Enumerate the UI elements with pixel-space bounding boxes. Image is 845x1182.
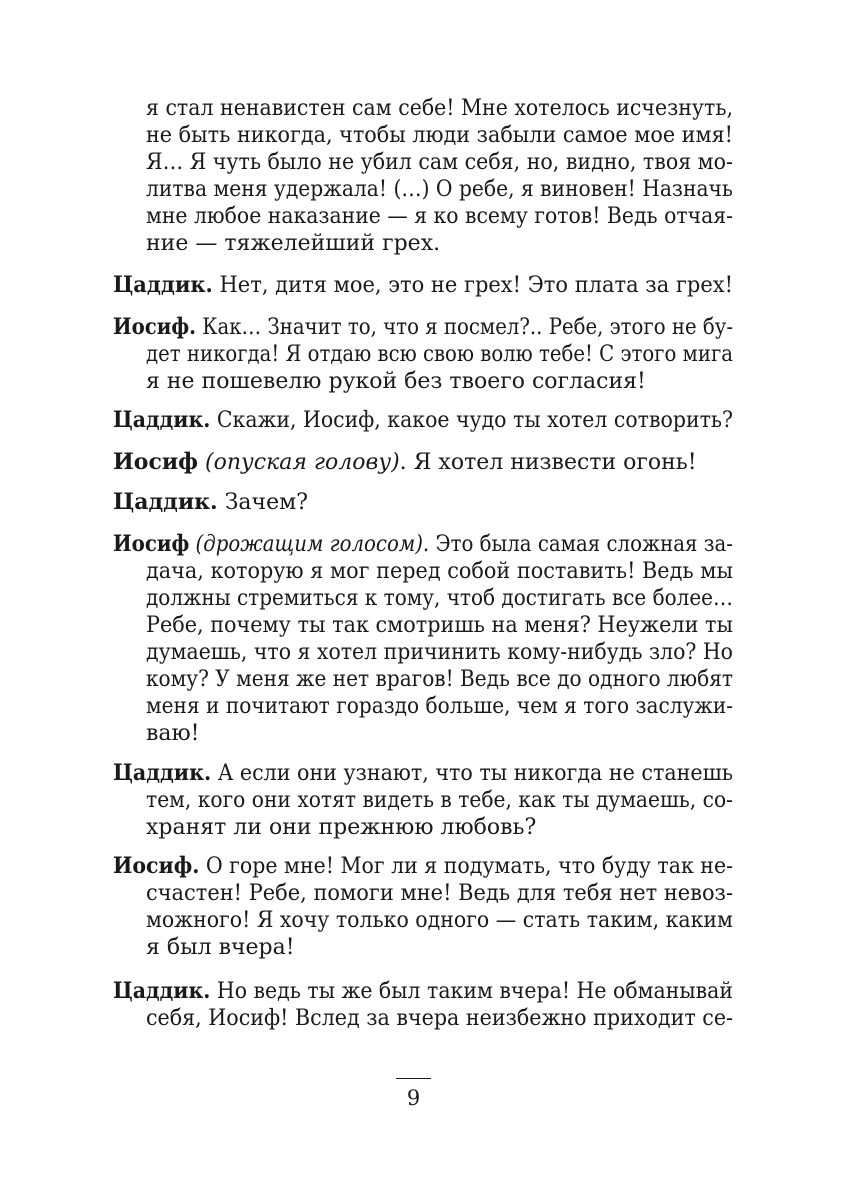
dialogue-paragraph — [113, 531, 733, 747]
page-number: 9 — [406, 1086, 421, 1110]
speaker-name: Иосиф. — [113, 853, 200, 879]
text-line — [113, 853, 734, 880]
text-line: тем, кого они хотят видеть в тебе, как ты думаешь, со- — [146, 788, 733, 813]
text-line — [113, 978, 734, 1005]
text-line — [113, 531, 733, 558]
text-line: хранят ли они прежнюю любовь? — [146, 815, 537, 840]
speaker-name: Цаддик. — [113, 489, 218, 515]
speaker-name: Цаддик. — [113, 407, 211, 433]
line-text: О горе мне! Мог ли я подумать, что буду так не- — [199, 854, 734, 879]
stage-direction: (дрожащим голосом) — [189, 532, 423, 557]
text-line: я был вчера! — [146, 935, 295, 960]
line-text: Зачем? — [217, 490, 309, 515]
line-text: . Я хотел низвести огонь! — [399, 450, 697, 475]
text-line: ние — тяжелейший грех. — [146, 231, 441, 256]
text-line — [113, 407, 734, 434]
text-line: я не пошевелю рукой без твоего согласия! — [146, 369, 646, 394]
speaker-name: Цаддик. — [113, 978, 211, 1004]
dialogue-paragraph — [113, 449, 733, 476]
text-line: можного! Я хочу только одного — стать таким, каким — [146, 908, 733, 933]
text-line — [113, 489, 733, 516]
text-line — [113, 314, 733, 341]
text-line: дача, которую я мог перед собой поставить! Ведь мы — [146, 559, 734, 584]
speaker-name: Цаддик. — [113, 760, 212, 786]
dialogue-paragraph — [113, 760, 733, 841]
text-line — [113, 449, 733, 476]
text-line: я стал ненавистен сам себе! Мне хотелось исчезнуть, — [146, 96, 734, 121]
dialogue-paragraph — [113, 272, 733, 299]
speaker-name: Иосиф — [113, 531, 190, 557]
line-text: Но ведь ты же был таким вчера! Не обманывай — [210, 979, 734, 1004]
text-line: литва меня удержала! (…) О ребе, я виновен! Назначь — [146, 177, 733, 202]
text-line: меня и почитают гораздо больше, чем я того заслужи- — [146, 694, 734, 719]
stage-direction: (опуская голову) — [198, 450, 400, 475]
dialogue-paragraph — [113, 489, 733, 516]
line-text: . Это была самая сложная за- — [422, 532, 733, 557]
text-line — [113, 272, 733, 299]
speaker-name: Иосиф — [113, 449, 199, 475]
text-line: Я… Я чуть было не убил сам себя, но, видно, твоя мо- — [146, 150, 733, 175]
text-line — [113, 760, 733, 787]
text-line: дет никогда! Я отдаю всю свою волю тебе! С этого мига — [146, 342, 733, 367]
text-line: Ребе, почему ты так смотришь на меня? Неужели ты — [146, 613, 733, 638]
text-line: мне любое наказание — я ко всему готов! Ведь отчая- — [146, 204, 734, 229]
dialogue-paragraph — [113, 407, 733, 434]
speaker-name: Иосиф. — [113, 314, 196, 340]
text-line: должны стремиться к тому, чтоб достигать все более… — [146, 586, 733, 611]
line-text: Скажи, Иосиф, какое чудо ты хотел сотворить? — [210, 408, 734, 433]
page-number-rule — [396, 1078, 431, 1079]
continuation-paragraph — [113, 95, 733, 257]
text-line: не быть никогда, чтобы люди забыли самое мое имя! — [146, 123, 734, 148]
speaker-name: Цаддик. — [113, 272, 213, 298]
text-line: счастен! Ребе, помоги мне! Ведь для тебя нет невоз- — [146, 881, 734, 906]
text-line: думаешь, что я хотел причинить кому-нибудь зло? Но — [146, 640, 733, 665]
dialogue-paragraph — [113, 978, 733, 1032]
line-text: А если они узнают, что ты никогда не станешь — [211, 761, 733, 786]
dialogue-paragraph — [113, 314, 733, 395]
text-line: кому? У меня же нет врагов! Ведь все до одного любят — [146, 667, 734, 692]
text-line: ваю! — [146, 721, 200, 746]
line-text: Нет, дитя мое, это не грех! Это плата за грех! — [212, 273, 733, 298]
text-line: себя, Иосиф! Вслед за вчера неизбежно приходит се- — [146, 1006, 734, 1031]
dialogue-paragraph — [113, 853, 733, 961]
line-text: Как… Значит то, что я посмел?.. Ребе, этого не бу- — [195, 315, 733, 340]
